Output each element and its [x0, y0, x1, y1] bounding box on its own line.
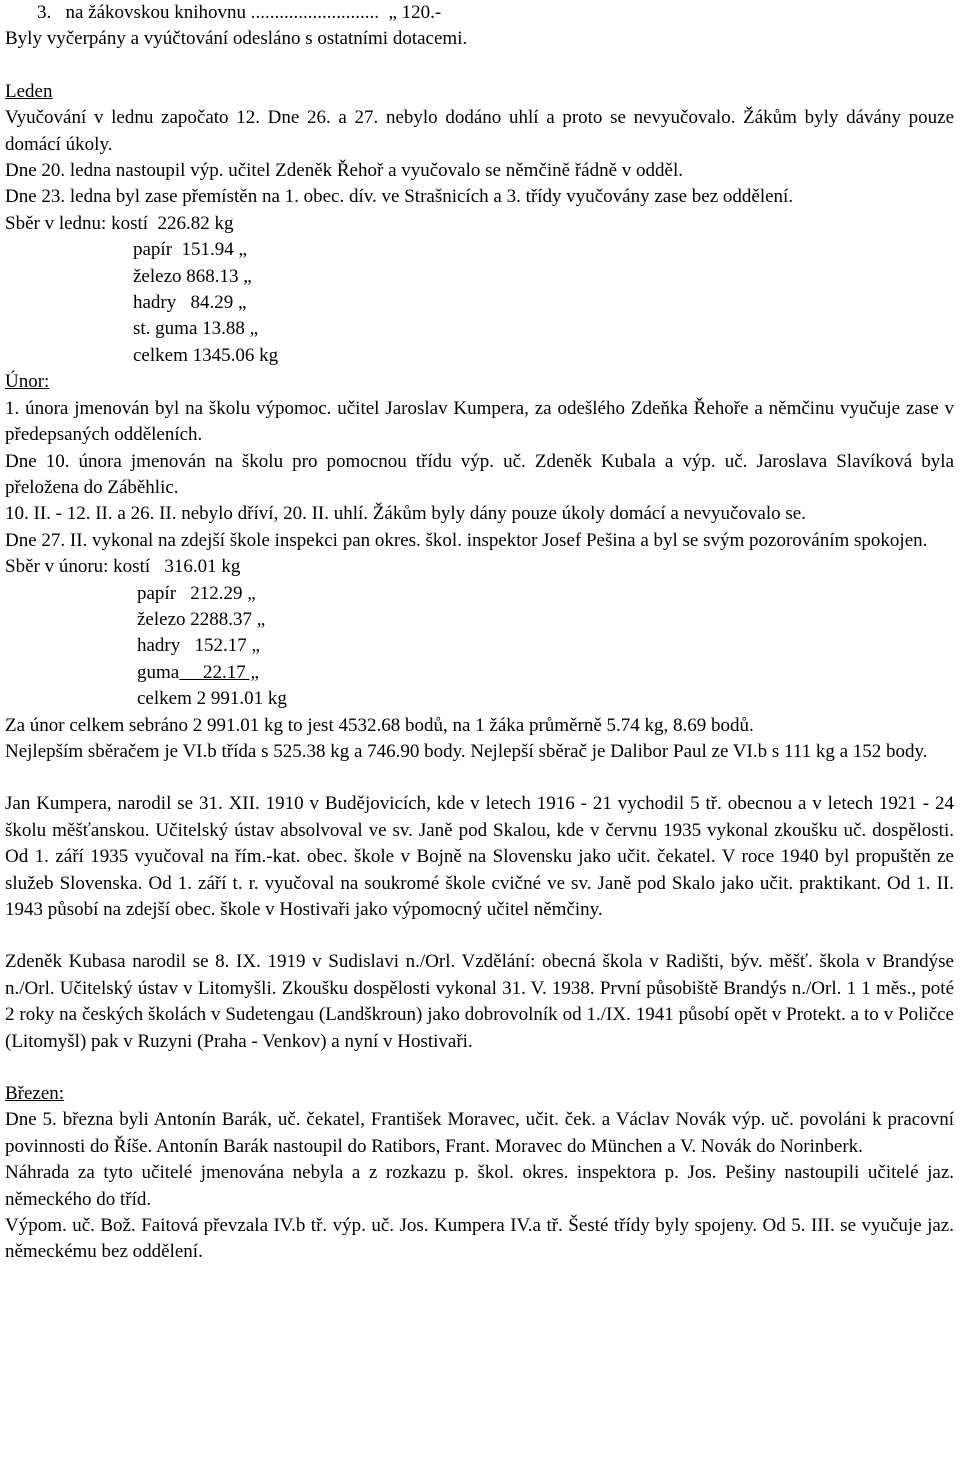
section-heading-leden: Leden	[5, 80, 53, 102]
paragraph: Vyučování v lednu započato 12. Dne 26. a 27. nebylo dodáno uhlí a proto se nevyučovalo. Žákům byly dávány pouze domácí úkoly.	[5, 107, 954, 155]
header-line: 3. na žákovskou knihovnu ........................... „ 120.-	[37, 2, 442, 23]
collection-title: Sběr v únoru: kostí 316.01 kg	[5, 556, 241, 578]
guma-value: 22.17 „	[179, 661, 259, 683]
collection-item: celkem 1345.06 kg	[133, 344, 279, 366]
collection-item: st. guma 13.88 „	[133, 318, 259, 340]
section-heading-unor: Únor:	[5, 371, 50, 393]
paragraph: Dne 10. února jmenován na školu pro pomocnou třídu výp. uč. Zdeněk Kubala a výp. uč. Jaroslava Slavíková byla přeložena do Záběhlic.	[5, 450, 954, 498]
paragraph: 1. února jmenován byl na školu výpomoc. učitel Jaroslav Kumpera, za odešlého Zdeňka Řehoře a němčinu vyučuje zase v předepsaných odděleních.	[5, 397, 954, 446]
paragraph: Dne 23. ledna byl zase přemístěn na 1. obec. dív. ve Strašnicích a 3. třídy vyučovány zase bez oddělení.	[5, 186, 794, 208]
collection-item: železo 2288.37 „	[137, 608, 266, 630]
collection-item: železo 868.13 „	[133, 265, 252, 287]
paragraph: Výpom. uč. Bož. Faitová převzala IV.b tř. výp. uč. Jos. Kumpera IV.a tř. Šesté třídy byly spojeny. Od 5. III. se vyučuje jaz. německému bez oddělení.	[5, 1215, 954, 1263]
collection-title: Sběr v lednu: kostí 226.82 kg	[5, 212, 234, 234]
collection-total: celkem 2 991.01 kg	[137, 688, 287, 710]
summary-line: Za únor celkem sebráno 2 991.01 kg to jest 4532.68 bodů, na 1 žáka průměrně 5.74 kg, 8.69 bodů.	[5, 714, 754, 736]
guma-label: guma	[137, 661, 180, 683]
section-heading-brezen: Březen:	[5, 1083, 65, 1105]
collection-item: hadry 152.17 „	[137, 635, 260, 657]
summary-line: Nejlepším sběračem je VI.b třída s 525.38 kg a 746.90 body. Nejlepší sběrač je Dalibor Paul ze VI.b s 111 kg a 152 body.	[5, 740, 928, 762]
paragraph: Dne 5. března byli Antonín Barák, uč. čekatel, František Moravec, učit. ček. a Václav Novák výp. uč. povoláni k pracovní povinnosti do Říše. Antonín Barák nastoupil do Ratibors, Frant. Moravec do München a V. Novák do Norinberk.	[5, 1109, 954, 1157]
biography-kubasa: Zdeněk Kubasa narodil se 8. IX. 1919 v Sudislavi n./Orl. Vzdělání: obecná škola v Radišti, býv. měšť. škola v Brandýse n./Orl. Učitelský ústav v Litomyšli. Zkoušku dospělosti vykonal 31. V. 1938. První působiště Brandýs n./Orl. 1 1 měs., poté 2 roky na českých školách v Sudetengau (Landškroun) jako dobrovolník od 1./IX. 1941 působí opět v Protekt. a to v Poličce (Litomyšl) pak v Ruzyni (Praha - Venkov) a nyní v Hostivaři.	[5, 951, 954, 1052]
collection-item	[5, 660, 954, 686]
collection-item: papír 151.94 „	[133, 239, 247, 261]
spacer	[5, 1055, 954, 1081]
spacer	[5, 53, 954, 79]
collection-item: papír 212.29 „	[137, 582, 256, 604]
paragraph: 10. II. - 12. II. a 26. II. nebylo dříví, 20. II. uhlí. Žákům byly dány pouze úkoly domácí a nevyučovalo se.	[5, 503, 806, 525]
spacer	[5, 923, 954, 949]
collection-item: hadry 84.29 „	[133, 292, 247, 314]
spacer	[5, 765, 954, 791]
paragraph: Náhrada za tyto učitelé jmenována nebyla a z rozkazu p. škol. okres. inspektora p. Jos. Pešiny nastoupili učitelé jaz. německého do tříd.	[5, 1162, 954, 1210]
paragraph: Dne 20. ledna nastoupil výp. učitel Zdeněk Řehoř a vyučovalo se němčině řádně v odděl.	[5, 160, 683, 182]
paragraph: Dne 27. II. vykonal na zdejší škole inspekci pan okres. škol. inspektor Josef Pešina a byl se svým pozorováním spokojen.	[5, 529, 928, 551]
header-note: Byly vyčerpány a vyúčtování odesláno s ostatními dotacemi.	[5, 28, 468, 50]
biography-kumpera: Jan Kumpera, narodil se 31. XII. 1910 v Budějovicích, kde v letech 1916 - 21 vychodil 5 tř. obecnou a v letech 1921 - 24 školu měšťanskou. Učitelský ústav absolvoval ve sv. Janě pod Skalou, kde v červnu 1935 vykonal zkoušku uč. dospělosti. Od 1. září 1935 vyučoval na řím.-kat. obec. škole v Bojně na Slovensku jako učit. čekatel. V roce 1940 byl propuštěn ze služeb Slovenska. Od 1. září t. r. vyučoval na soukromé škole cvičné ve sv. Janě pod Skalo jako učit. praktikant. Od 1. II. 1943 působí na zdejší obec. škole v Hostivaři jako výpomocný učitel němčiny.	[5, 793, 954, 920]
